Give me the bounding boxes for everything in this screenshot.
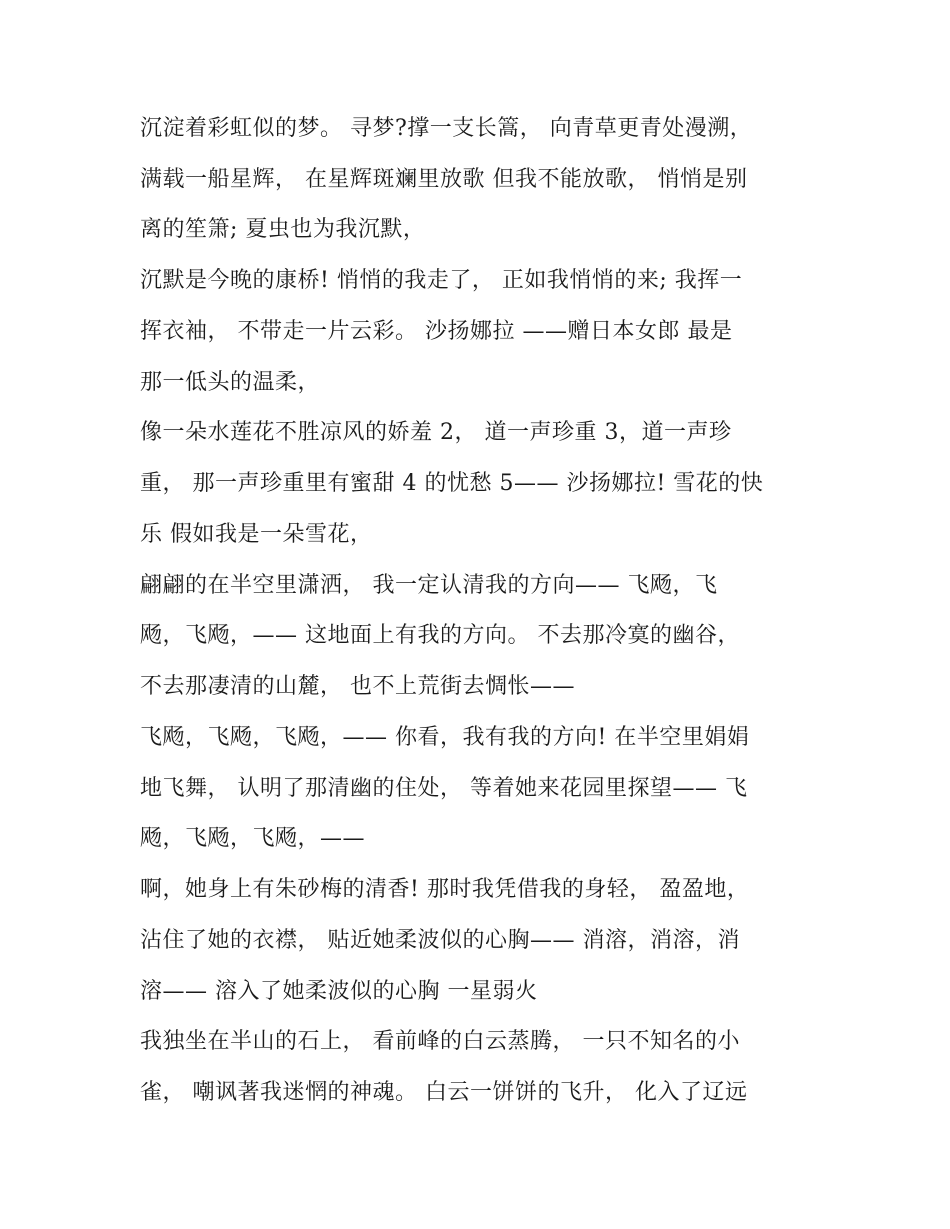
text-line: 像一朵水莲花不胜凉风的娇羞 2， 道一声珍重 3，道一声珍: [140, 420, 732, 445]
text-line: 雀， 嘲讽著我迷惘的神魂。 白云一饼饼的飞升， 化入了辽远: [140, 1080, 748, 1105]
text-line: 啊，她身上有朱砂梅的清香! 那时我凭借我的身轻， 盈盈地，: [140, 877, 750, 902]
text-line: 我独坐在半山的石上， 看前峰的白云蒸腾， 一只不知名的小: [140, 1029, 740, 1054]
text-line: 不去那凄清的山麓， 也不上荒街去惆怅——: [140, 674, 575, 699]
text-line: 沉默是今晚的康桥! 悄悄的我走了， 正如我悄悄的来; 我挥一: [140, 268, 743, 293]
text-line: 满载一船星辉， 在星辉斑斓里放歌 但我不能放歌， 悄悄是别: [140, 167, 748, 192]
text-line: 沾住了她的衣襟， 贴近她柔波似的心胸—— 消溶，消溶，消: [140, 928, 740, 953]
text-line: 飏，飞飏，—— 这地面上有我的方向。 不去那冷寞的幽谷，: [140, 623, 740, 648]
text-line: 飞飏，飞飏，飞飏，—— 你看，我有我的方向! 在半空里娟娟: [140, 725, 750, 750]
text-line: 挥衣袖， 不带走一片云彩。 沙扬娜拉 ——赠日本女郎 最是: [140, 319, 733, 344]
text-line: 地飞舞， 认明了那清幽的住处， 等着她来花园里探望—— 飞: [140, 776, 748, 801]
text-line: 飏，飞飏，飞飏，——: [140, 826, 366, 851]
text-line: 溶—— 溶入了她柔波似的心胸 一星弱火: [140, 979, 538, 1004]
text-line: 离的笙箫; 夏虫也为我沉默，: [140, 217, 426, 242]
text-line: 重， 那一声珍重里有蜜甜 4 的忧愁 5—— 沙扬娜拉! 雪花的快: [140, 471, 764, 496]
text-line: 沉淀着彩虹似的梦。 寻梦?撑一支长篙， 向青草更青处漫溯，: [140, 116, 753, 141]
text-line: 乐 假如我是一朵雪花，: [140, 522, 373, 547]
text-line: 翩翩的在半空里潇洒， 我一定认清我的方向—— 飞飏，飞: [140, 573, 718, 598]
text-line: 那一低头的温柔，: [140, 370, 321, 395]
